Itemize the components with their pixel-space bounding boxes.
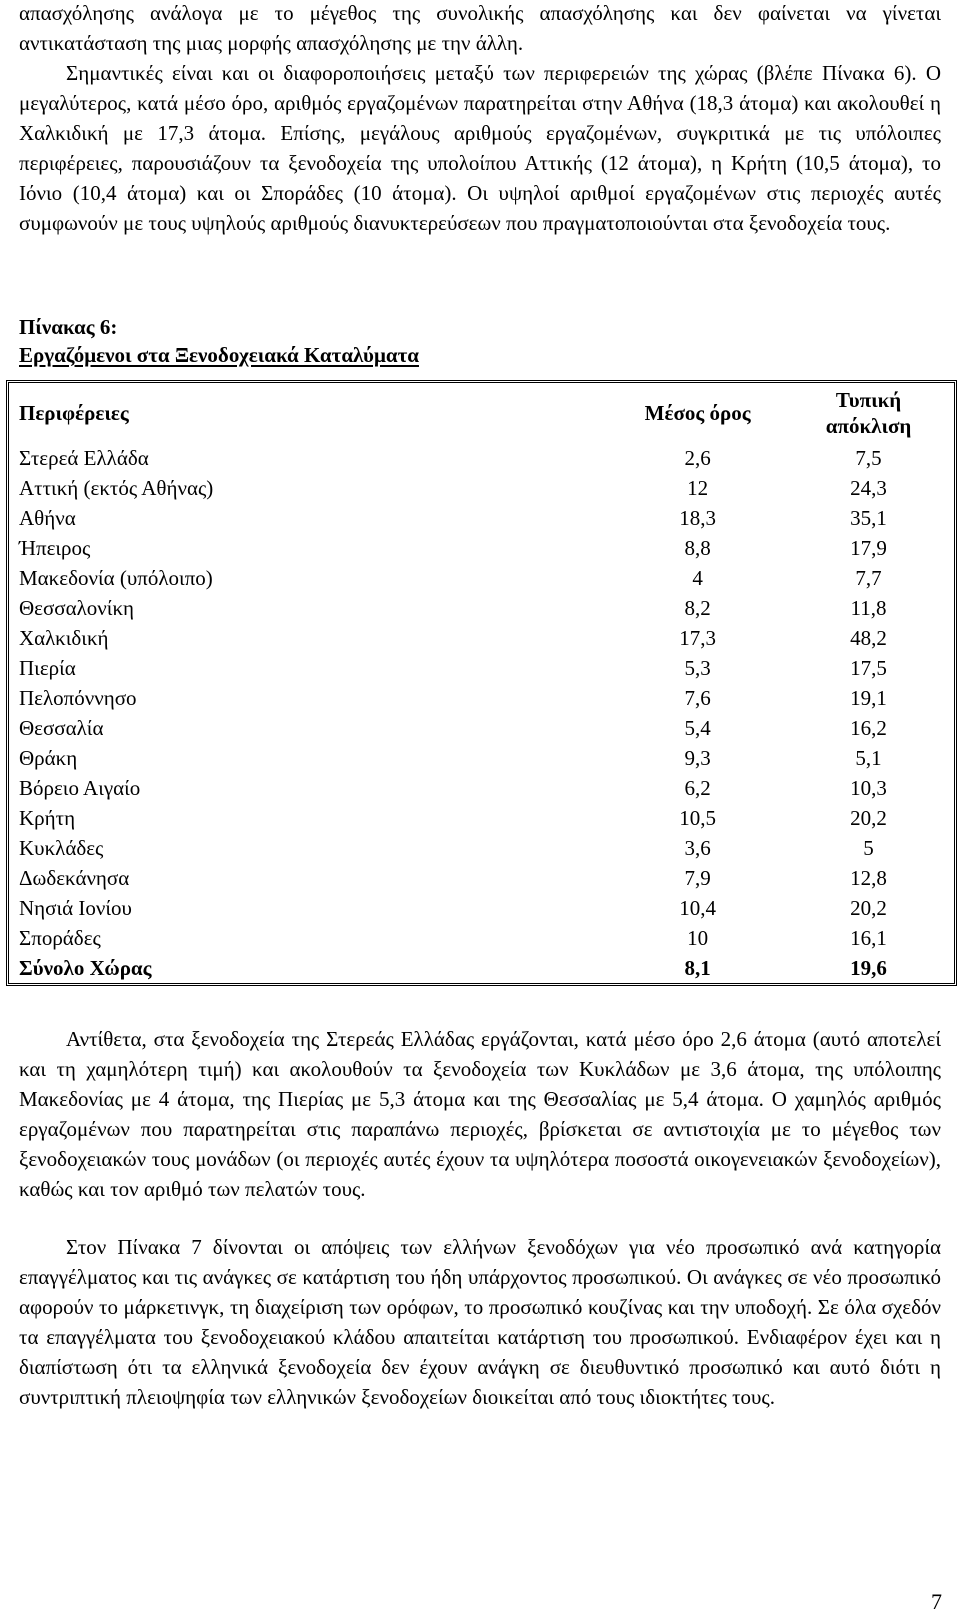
row-region: Μακεδονία (υπόλοιπο) bbox=[19, 565, 213, 590]
table-row bbox=[9, 773, 954, 803]
table-caption-label: Πίνακας 6: bbox=[19, 315, 118, 339]
row-mean: 3,6 bbox=[684, 835, 711, 860]
row-mean: 8,2 bbox=[684, 595, 711, 620]
row-std-dev: 5 bbox=[863, 835, 874, 860]
row-region: Χαλκιδική bbox=[19, 625, 109, 650]
table-row bbox=[9, 863, 954, 893]
row-std-dev: 19,1 bbox=[850, 685, 887, 710]
table-row bbox=[9, 923, 954, 953]
row-region: Πελοπόννησο bbox=[19, 685, 137, 710]
row-std-dev: 48,2 bbox=[850, 625, 887, 650]
total-region: Σύνολο Χώρας bbox=[19, 955, 152, 980]
table-header-row bbox=[9, 383, 954, 443]
table-caption-title: Εργαζόμενοι στα Ξενοδοχειακά Καταλύματα bbox=[19, 343, 419, 367]
table-row bbox=[9, 683, 954, 713]
row-mean: 10 bbox=[687, 925, 709, 950]
row-mean: 6,2 bbox=[684, 775, 711, 800]
table-body bbox=[9, 443, 954, 953]
total-std-dev: 19,6 bbox=[850, 955, 887, 980]
row-mean: 7,9 bbox=[684, 865, 711, 890]
header-mean: Μέσος όρος bbox=[644, 401, 751, 425]
row-std-dev: 24,3 bbox=[850, 475, 887, 500]
row-region: Βόρειο Αιγαίο bbox=[19, 775, 141, 800]
employees-table bbox=[6, 380, 957, 986]
row-mean: 12 bbox=[687, 475, 709, 500]
row-mean: 4 bbox=[692, 565, 703, 590]
row-std-dev: 5,1 bbox=[855, 745, 882, 770]
row-mean: 5,4 bbox=[684, 715, 711, 740]
row-region: Νησιά Ιονίου bbox=[19, 895, 132, 920]
row-region: Θεσσαλονίκη bbox=[19, 595, 135, 620]
row-mean: 7,6 bbox=[684, 685, 711, 710]
row-region: Στερεά Ελλάδα bbox=[19, 445, 149, 470]
row-std-dev: 35,1 bbox=[850, 505, 887, 530]
row-mean: 8,8 bbox=[684, 535, 711, 560]
row-mean: 9,3 bbox=[684, 745, 711, 770]
row-std-dev: 10,3 bbox=[850, 775, 887, 800]
row-region: Θράκη bbox=[19, 745, 78, 770]
row-region: Κυκλάδες bbox=[19, 835, 104, 860]
header-region: Περιφέρειες bbox=[19, 401, 129, 425]
row-std-dev: 16,1 bbox=[850, 925, 887, 950]
header-std-dev: Τυπική απόκλιση bbox=[825, 388, 912, 438]
row-std-dev: 7,7 bbox=[855, 565, 882, 590]
table-row bbox=[9, 503, 954, 533]
row-region: Αθήνα bbox=[19, 505, 76, 530]
table-row bbox=[9, 563, 954, 593]
row-region: Θεσσαλία bbox=[19, 715, 104, 740]
row-mean: 2,6 bbox=[684, 445, 711, 470]
row-region: Πιερία bbox=[19, 655, 76, 680]
paragraph-low-employment: Αντίθετα, στα ξενοδοχεία της Στερεάς Ελλάδας εργάζονται, κατά μέσο όρο 2,6 άτομα (αυτό αποτελεί και τη χαμηλότερη τιμή) και ακολουθούν τα ξενοδοχεία των Κυκλάδων με 3,6 άτομα, της υπόλοιπης Μακεδονίας με 4 άτομα, της Πιερίας με 5,3 άτομα και της Θεσσαλίας με 5,4 άτομα. Ο χαμηλός αριθμός εργαζομένων που παρατηρείται στις παραπάνω περιοχές, βρίσκεται σε αντιστοιχία με το μέγεθος των ξενοδοχειακών τους μονάδων (οι περιοχές αυτές έχουν τα υψηλότερα ποσοστά οικογενειακών ξενοδοχείων), καθώς και τον αριθμό των πελατών τους. bbox=[19, 1027, 941, 1201]
table-row bbox=[9, 893, 954, 923]
row-std-dev: 20,2 bbox=[850, 805, 887, 830]
table-row bbox=[9, 713, 954, 743]
row-region: Ήπειρος bbox=[19, 535, 91, 560]
page-number: 7 bbox=[931, 1589, 942, 1614]
row-region: Κρήτη bbox=[19, 805, 76, 830]
row-std-dev: 11,8 bbox=[850, 595, 887, 620]
table-row bbox=[9, 473, 954, 503]
row-std-dev: 17,5 bbox=[850, 655, 887, 680]
table-row bbox=[9, 743, 954, 773]
table-row bbox=[9, 623, 954, 653]
row-mean: 10,4 bbox=[679, 895, 716, 920]
table-row bbox=[9, 803, 954, 833]
row-mean: 10,5 bbox=[679, 805, 716, 830]
row-std-dev: 20,2 bbox=[850, 895, 887, 920]
row-region: Δωδεκάνησα bbox=[19, 865, 130, 890]
row-std-dev: 12,8 bbox=[850, 865, 887, 890]
row-mean: 18,3 bbox=[679, 505, 716, 530]
table-row bbox=[9, 653, 954, 683]
row-region: Σποράδες bbox=[19, 925, 101, 950]
table-row bbox=[9, 833, 954, 863]
table-row bbox=[9, 443, 954, 473]
paragraph-continuation: απασχόλησης ανάλογα με το μέγεθος της συνολικής απασχόλησης και δεν φαίνεται να γίνεται αντικατάσταση της μιας μορφής απασχόλησης με την άλλη. bbox=[19, 1, 941, 55]
row-mean: 17,3 bbox=[679, 625, 716, 650]
table-total-row bbox=[9, 953, 954, 983]
table-row bbox=[9, 593, 954, 623]
row-mean: 5,3 bbox=[684, 655, 711, 680]
paragraph-regional-differences: Σημαντικές είναι και οι διαφοροποιήσεις μεταξύ των περιφερειών της χώρας (βλέπε Πίνακα 6). Ο μεγαλύτερος, κατά μέσο όρο, αριθμός εργαζομένων παρατηρείται στην Αθήνα (18,3 άτομα) και ακολουθεί η Χαλκιδική με 17,3 άτομα. Επίσης, μεγάλους αριθμούς εργαζομένων, συγκριτικά με τις υπόλοιπες περιφέρειες, παρουσιάζουν τα ξενοδοχεία της υπολοίπου Αττικής (12 άτομα), η Κρήτη (10,5 άτομα), το Ιόνιο (10,4 άτομα) και οι Σποράδες (10 άτομα). Οι υψηλοί αριθμοί εργαζομένων στις περιοχές αυτές συμφωνούν με τους υψηλούς αριθμούς διανυκτερεύσεων που πραγματοποιούνται στα ξενοδοχεία τους. bbox=[19, 61, 941, 235]
row-std-dev: 7,5 bbox=[855, 445, 882, 470]
row-std-dev: 17,9 bbox=[850, 535, 887, 560]
row-region: Αττική (εκτός Αθήνας) bbox=[19, 475, 214, 500]
total-mean: 8,1 bbox=[684, 955, 711, 980]
table-row bbox=[9, 533, 954, 563]
paragraph-table7-intro: Στον Πίνακα 7 δίνονται οι απόψεις των ελλήνων ξενοδόχων για νέο προσωπικό ανά κατηγορία επαγγέλματος και τις ανάγκες σε κατάρτιση του ήδη υπάρχοντος προσωπικού. Οι ανάγκες σε νέο προσωπικό αφορούν το μάρκετινγκ, τη διαχείριση των ορόφων, το προσωπικό κουζίνας και την υποδοχή. Σε όλα σχεδόν τα επαγγέλματα του ξενοδοχειακού κλάδου απαιτείται κατάρτιση του προσωπικού. Ενδιαφέρον έχει και η διαπίστωση ότι τα ελληνικά ξενοδοχεία δεν έχουν ανάγκη σε διευθυντικό προσωπικό και αυτό διότι η συντριπτική πλειοψηφία των ελληνικών ξενοδοχείων διοικείται από τους ιδιοκτήτες τους. bbox=[19, 1235, 941, 1409]
row-std-dev: 16,2 bbox=[850, 715, 887, 740]
